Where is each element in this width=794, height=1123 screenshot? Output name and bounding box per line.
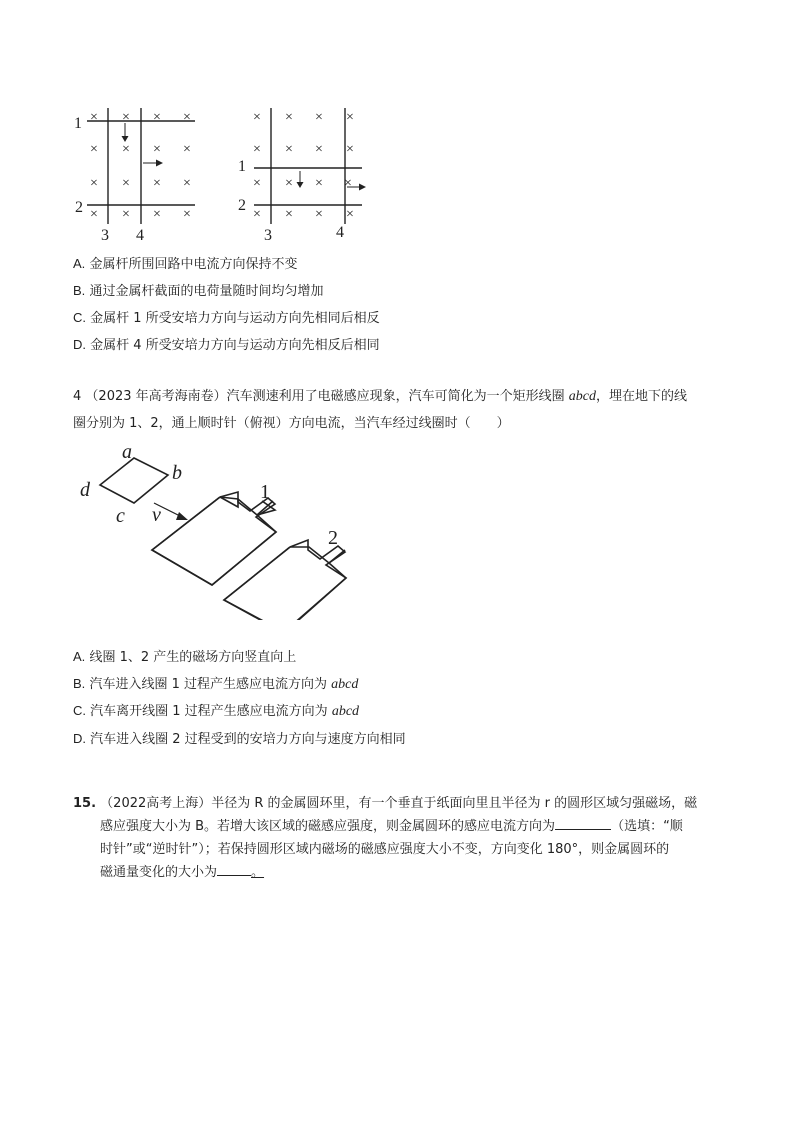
svg-text:×: × [183,207,191,222]
q4-option-d [73,731,406,748]
svg-text:×: × [122,110,130,125]
option-text: 金属杆 4 所受安培力方向与运动方向先相反后相同 [90,338,380,353]
q3-option-d [73,337,380,354]
option-label: C. [73,310,86,325]
svg-text:×: × [346,207,354,222]
coil-1-label: 1 [260,481,270,503]
svg-text:×: × [90,110,98,125]
svg-text:×: × [285,142,293,157]
q4-number: 4 [73,389,82,404]
option-text: 线圈 1、2 产生的磁场方向竖直向上 [89,650,297,665]
svg-text:×: × [153,110,161,125]
svg-text:×: × [253,142,261,157]
option-label: B. [73,283,86,298]
right-rod-4-label: 4 [336,224,344,241]
option-label: A. [73,256,86,271]
q4-coil-name: abcd [568,389,597,404]
svg-text:×: × [90,207,98,222]
q3-option-b [73,283,323,300]
vertex-d-label: d [80,479,90,501]
q15-line-1 [73,793,697,815]
svg-text:×: × [346,110,354,125]
option-text: 金属杆所围回路中电流方向保持不变 [89,257,298,272]
underground-coil-1 [152,497,276,585]
svg-text:×: × [153,207,161,222]
svg-text:×: × [315,142,323,157]
q3-option-a [73,256,297,273]
q3-option-c [73,310,380,327]
q4-stem-line-2 [73,413,510,435]
car-coil-abcd [100,458,168,503]
underground-coil-2 [224,547,346,620]
right-rod-1-label: 1 [238,158,246,175]
q15-line-2 [100,816,683,838]
svg-text:×: × [122,176,130,191]
left-rod-diagram [87,108,195,224]
velocity-label: v [152,504,161,526]
left-rod-3-label: 3 [101,227,109,244]
svg-text:×: × [183,110,191,125]
left-rod-1-label: 1 [74,115,82,132]
q15-text-4b: 。 [251,865,265,880]
vertex-a-label: a [122,441,132,463]
q15-line-3 [100,839,669,861]
svg-text:×: × [315,207,323,222]
q15-answer-blank-2[interactable] [217,862,251,876]
option-label: A. [73,649,86,664]
q15-text-1: （2022高考上海）半径为 R 的金属圆环里，有一个垂直于纸面向里且半径为 r 的圆形区域匀强磁场，磁 [100,796,698,811]
car-coil-figure [70,440,360,620]
q4-text-1: 汽车测速利用了电磁感应现象，汽车可简化为一个矩形线圈 [226,389,565,404]
svg-text:×: × [315,110,323,125]
svg-text:×: × [315,176,323,191]
q15-line-4 [100,862,264,884]
svg-text:×: × [153,142,161,157]
option-text: 通过金属杆截面的电荷量随时间均匀增加 [89,284,324,299]
svg-text:×: × [122,142,130,157]
q15-text-4a: 磁通量变化的大小为 [100,865,218,880]
svg-text:×: × [344,176,352,191]
option-text: 金属杆 1 所受安培力方向与运动方向先相同后相反 [90,311,380,326]
coil-outlines [152,492,346,620]
q4-text-2: 圈分别为 1、2，通上顺时针（俯视）方向电流，当汽车经过线圈时（ ） [73,416,510,431]
q15-number: 15. [73,796,97,811]
svg-text:×: × [285,176,293,191]
option-label: D. [73,731,86,746]
option-label: C. [73,703,86,718]
svg-text:×: × [346,142,354,157]
vertex-c-label: c [116,505,125,527]
q4-option-b [73,676,358,693]
svg-text:×: × [285,207,293,222]
q4-option-a [73,649,296,666]
coil-2-label: 2 [328,527,338,549]
q4-source: （2023 年高考海南卷） [85,389,227,404]
svg-text:×: × [253,176,261,191]
q15-text-3: 时针”或“逆时针”）；若保持圆形区域内磁场的磁感应强度大小不变，方向变化 180°，则金属圆环的 [100,842,670,857]
q15-text-2a: 感应强度大小为 B。若增大该区域的磁感应强度，则金属圆环的感应电流方向为 [100,819,556,834]
option-label: D. [73,337,86,352]
svg-text:×: × [285,110,293,125]
svg-text:×: × [90,176,98,191]
q4-stem-line-1 [73,386,687,408]
right-rod-2-label: 2 [238,197,246,214]
svg-text:×: × [122,207,130,222]
q4-option-c [73,703,359,720]
svg-text:×: × [253,110,261,125]
option-italic: abcd [331,704,360,719]
vertex-b-label: b [172,462,182,484]
right-rod-3-label: 3 [264,227,272,244]
q4-text-1-end: ，埋在地下的线 [596,389,688,404]
svg-text:×: × [253,207,261,222]
left-rod-2-label: 2 [75,199,83,216]
svg-text:×: × [183,176,191,191]
option-text: 汽车进入线圈 2 过程受到的安培力方向与速度方向相同 [90,732,406,747]
svg-text:×: × [90,142,98,157]
svg-text:×: × [153,176,161,191]
option-text: 汽车离开线圈 1 过程产生感应电流方向为 [90,704,332,719]
q15-text-2b: （选填：“顺 [611,819,683,834]
svg-text:×: × [183,142,191,157]
left-rod-4-label: 4 [136,227,144,244]
option-text: 汽车进入线圈 1 过程产生感应电流方向为 [89,677,332,692]
option-label: B. [73,676,86,691]
magnetic-field-rods-figure [70,100,380,245]
q15-answer-blank-1[interactable] [555,816,611,830]
option-italic: abcd [331,677,359,692]
